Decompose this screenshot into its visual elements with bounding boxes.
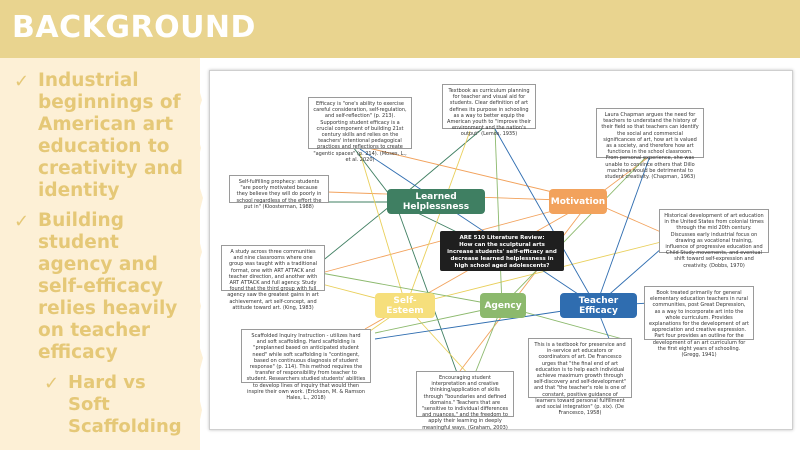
checkmark-icon: ✓ [14,211,30,232]
note-defrancesco: This is a textbook for preservice and in-service art educators or coordinators of art. De Francesco urges that "the final end of art education is to help each individual achieve maximum growth through self-discovery and self-development" and that "the teacher's role is one of constant, positive guidance of learners toward personal fulfillment and social integration" (p. xix). (De Francesco, 1958) [528,338,632,398]
bullet-item [14,70,190,202]
connector-line [406,131,470,306]
node-teacher-efficacy: Teacher Efficacy [560,293,637,318]
bullet-text: Industrial beginnings of American art education to creativity and identity [38,70,183,201]
bullet-text: Hard vs Soft Scaffolding [68,372,182,437]
note-prophecy: Self-fulfilling prophecy: students "are poorly motivated because they believe they will do poorly in school regardless of the effort the put in" (Kloosterman, 1988) [229,175,329,203]
connector-line [495,129,502,306]
connector-line [360,149,596,306]
central-question-text: How can the sculptural arts increase students' self-efficacy and decrease learned helplessness in high school aged adolescents? [447,242,557,269]
concept-map [209,70,793,430]
header-bar [0,0,800,58]
central-question-label: ARE 510 Literature Review: [459,235,545,241]
node-self-esteem: Self-Esteem [375,293,435,318]
note-scaffolded: Scaffolded Inquiry Instruction - utilizes hard and soft scaffolding. Hard scaffolding is "preplanned based on anticipated student need" while soft scaffolding is "contingent, based on continuous diagnosis of student response" (p. 114). This method requires the transfer of responsibility from teacher to student. Researchers studied students' abilities to develop lines of inquiry that would then inspire their own work. (Erickson, M. & Ramson Hales, L., 2018) [241,329,371,383]
bullet-item [14,210,190,364]
note-study: A study across three communities and nine classrooms where one group was taught with a traditional format, one with ART ATTACK and teacher direction, and another with ART ATTACK and full agency. Study found that the third group with full agency saw the greatest gains in art achievement, art self-concept, and attitude toward art. (King, 1983) [221,245,325,291]
note-historical: Historical development of art education in the United States from colonial times through the mid 20th century. Discusses early industrial focus on drawing as vocational training, influence of progressive education and Child Study movements, and eventual shift toward self-expression and creativity. (Dobbs, 1970) [659,209,769,253]
bullet-text: Building student agency and self-efficacy relies heavily on teacher efficacy [38,210,178,363]
note-book: Book treated primarily for general elementary education teachers in rural communities, post Great Depression, as a way to incorporate art into the whole curriculum. Provides explanations for the development of art appreciation and creative expression. Part four provides an outline for the development of an art curriculum for the first eight years of schooling. (Gregg, 1941) [644,286,754,340]
central-question [440,231,564,271]
note-efficacy: Efficacy is "one's ability to exercise careful consideration, self-regulation, and self-reflection" (p. 213). Supporting student efficacy is a crucial component of building 21st century skills and relies on the teachers' intentional pedagogical practices and reflections to create "agentic spaces" (p. 214). (Moses, L., et al. 2020) [308,97,412,149]
slide-title: BACKGROUND [12,10,256,45]
bullet-list [14,70,190,442]
bullet-item-sub [44,372,190,438]
connector-line [360,153,406,306]
note-chapman: Laura Chapman argues the need for teachers to understand the history of their field so that teachers can identify the social and commercial significances of art, how art is valued as a society, and therefore how art functions in the school classroom. From personal experience, she was unable to convince others that Dillo machines would be detrimental to student creativity. (Chapman, 1963) [596,108,704,158]
checkmark-icon: ✓ [14,71,30,92]
node-motivation: Motivation [549,189,607,214]
note-textbook: Textbook as curriculum planning for teacher and visual aid for students. Clear definition of art defines its purpose in schooling as a way to better equip the American youth to "improve their environment and the nation's output" (Lemos, 1935) [442,84,536,129]
node-learned-helplessness: Learned Helplessness [387,189,485,214]
node-agency: Agency [480,293,526,318]
note-encouraging: Encouraging student interpretation and creative thinking/application of skills through "boundaries and defined domains." Teachers that are "sensitive to individual differences and nuances," and the freedom to apply their learning in deeply meaningful ways. (Graham, 2003) [416,371,514,417]
checkmark-icon: ✓ [44,373,60,394]
